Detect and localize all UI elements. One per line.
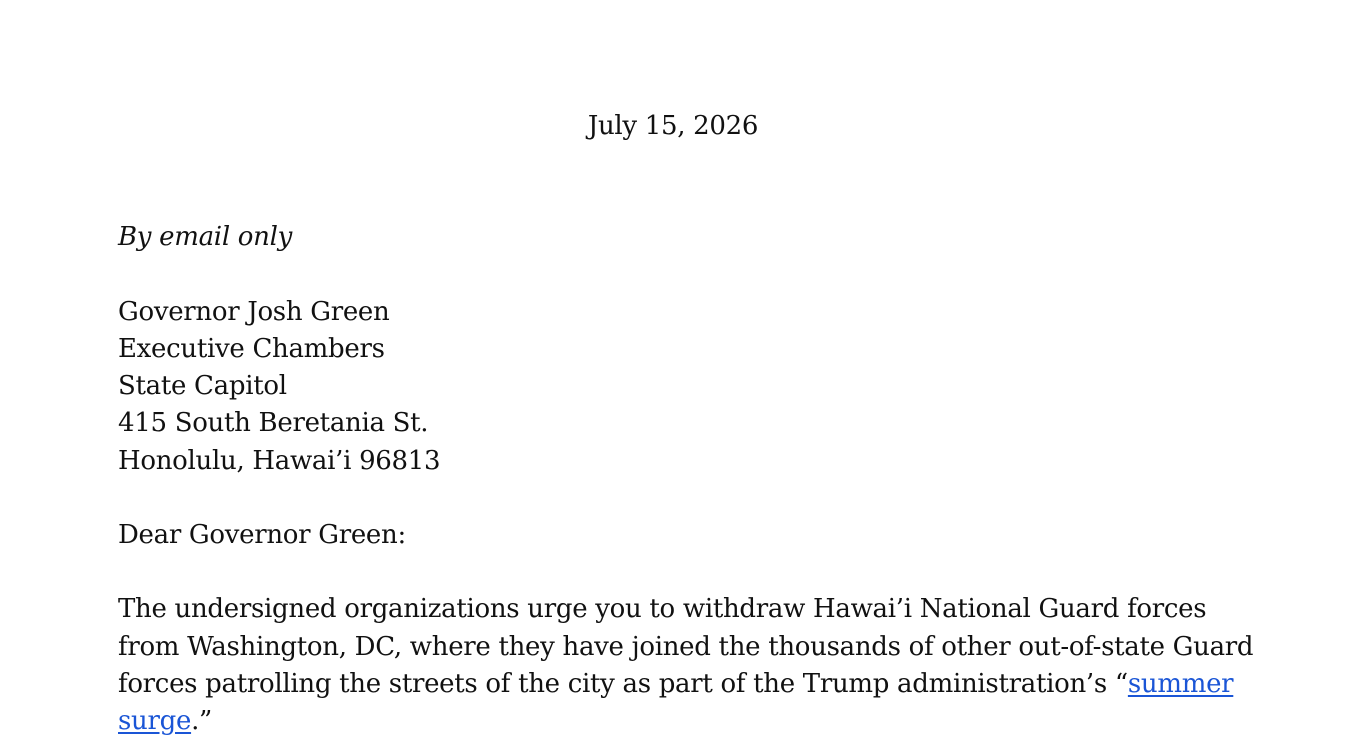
address-line-office: Executive Chambers bbox=[118, 334, 385, 364]
address-line-recipient: Governor Josh Green bbox=[118, 297, 390, 327]
address-line-building: State Capitol bbox=[118, 371, 287, 401]
body-line: The undersigned organizations urge you to withdraw Hawai’i National Guard forces bbox=[118, 594, 1207, 624]
address-line-street: 415 South Beretania St. bbox=[118, 408, 429, 438]
summer-surge-link[interactable]: summer bbox=[1127, 669, 1234, 699]
body-text: forces patrolling the streets of the city as part of the Trump administration’s “ bbox=[118, 669, 1128, 699]
body-line bbox=[118, 703, 212, 740]
body-text: .” bbox=[191, 706, 213, 736]
body-line: from Washington, DC, where they have joined the thousands of other out-of-state Guard bbox=[118, 632, 1254, 662]
summer-surge-link-continued[interactable]: surge bbox=[118, 706, 192, 736]
address-line-city: Honolulu, Hawai’i 96813 bbox=[118, 446, 441, 476]
salutation: Dear Governor Green: bbox=[118, 520, 406, 550]
body-line bbox=[118, 666, 1233, 703]
letter-date: July 15, 2026 bbox=[587, 111, 759, 141]
delivery-note: By email only bbox=[118, 222, 292, 252]
